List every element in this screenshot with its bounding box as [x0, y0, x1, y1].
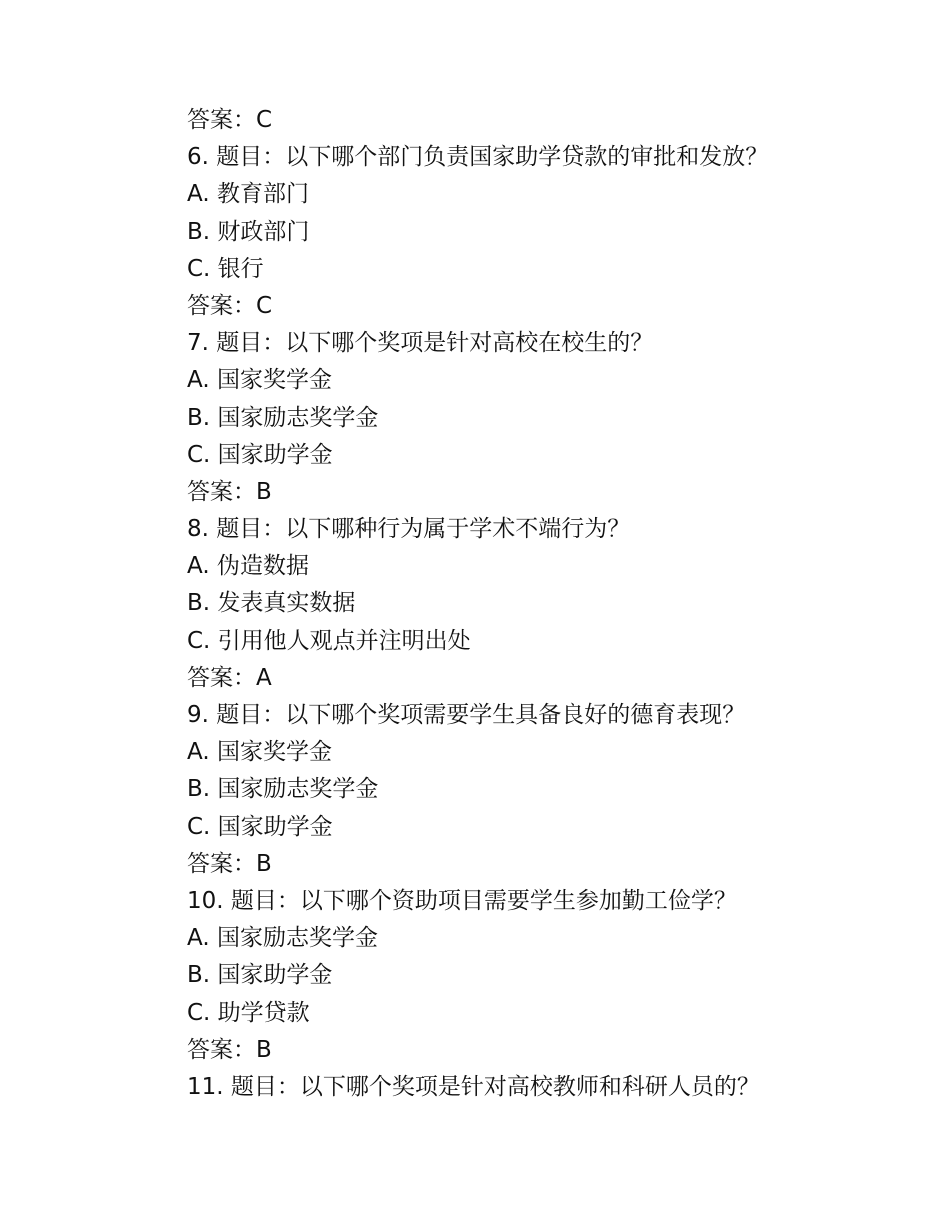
question-9: 9. 题目：以下哪个奖项需要学生具备良好的德育表现？ [187, 702, 746, 728]
question-8-option-c: C. 引用他人观点并注明出处 [187, 627, 471, 654]
quiz-content [187, 102, 907, 1106]
question-8: 8. 题目：以下哪种行为属于学术不端行为？ [187, 516, 631, 543]
question-7-option-c: C. 国家助学金 [187, 441, 333, 468]
question-9-answer: 答案：B [187, 850, 272, 877]
question-10-option-c: C. 助学贷款 [187, 999, 310, 1026]
question-8-answer: 答案：A [187, 664, 272, 691]
question-7-option-a: A. 国家奖学金 [187, 367, 332, 394]
question-10: 10. 题目：以下哪个资助项目需要学生参加勤工俭学？ [187, 887, 737, 914]
question-7-answer: 答案：B [187, 478, 272, 505]
question-8-option-b: B. 发表真实数据 [187, 590, 356, 617]
question-7: 7. 题目：以下哪个奖项是针对高校在校生的？ [187, 330, 654, 357]
question-9-option-b: B. 国家励志奖学金 [187, 776, 379, 803]
question-6-option-a: A. 教育部门 [187, 181, 309, 208]
question-6-answer: 答案：C [187, 292, 273, 319]
answer-line: 答案：C [187, 107, 273, 133]
question-10-option-b: B. 国家助学金 [187, 962, 333, 989]
question-10-option-a: A. 国家励志奖学金 [187, 925, 378, 952]
question-6: 6. 题目：以下哪个部门负责国家助学贷款的审批和发放？ [187, 144, 769, 171]
question-6-option-c: C. 银行 [187, 255, 264, 282]
question-9-option-c: C. 国家助学金 [187, 813, 333, 840]
question-7-option-b: B. 国家励志奖学金 [187, 404, 379, 431]
question-9-option-a: A. 国家奖学金 [187, 739, 332, 766]
question-11: 11. 题目：以下哪个奖项是针对高校教师和科研人员的？ [187, 1073, 760, 1100]
question-6-option-b: B. 财政部门 [187, 218, 310, 245]
question-10-answer: 答案：B [187, 1036, 272, 1063]
question-8-option-a: A. 伪造数据 [187, 553, 309, 580]
